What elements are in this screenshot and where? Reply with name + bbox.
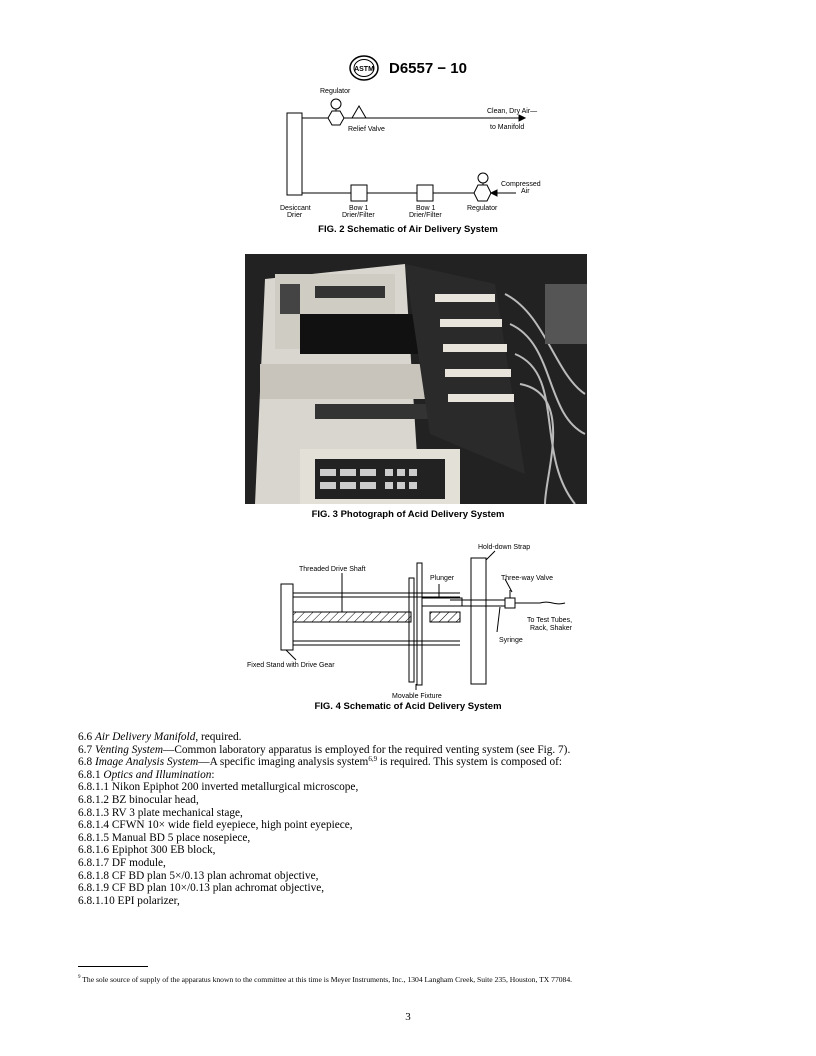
list-item: 6.8.1.6 Epiphot 300 EB block,: [78, 844, 216, 857]
fig2-diagram: [0, 80, 816, 225]
list-item: 6.8.1.3 RV 3 plate mechanical stage,: [78, 806, 243, 819]
fig4-rack-label: Rack, Shaker: [530, 625, 573, 632]
list-item: 6.8.1.2 BZ binocular head,: [78, 793, 199, 806]
section-6-8-1: [78, 769, 778, 782]
section-title: Optics and Illumination: [103, 768, 212, 781]
fig4-to-test-label: To Test Tubes,: [527, 617, 573, 624]
fig2-regulator-top-label: Regulator: [320, 88, 351, 95]
list-item: 6.8.1.8 CF BD plan 5×/0.13 plan achromat objective,: [78, 869, 319, 882]
section-text: —A specific imaging analysis system: [198, 756, 369, 769]
fig3-photograph: [245, 254, 587, 504]
fig2-bow1a-label: Bow 1: [349, 205, 369, 212]
fig2-relief-valve-label: Relief Valve: [348, 126, 385, 133]
list-item: 6.8.1.9 CF BD plan 10×/0.13 plan achromat objective,: [78, 882, 325, 895]
footnote-marker: 9: [78, 975, 81, 980]
section-6-8: [78, 756, 778, 769]
body-text: [78, 731, 778, 907]
fig4-three-way-label: Three-way Valve: [501, 575, 554, 582]
page-header: [0, 55, 816, 81]
fig2-bow1b-label: Bow 1: [416, 205, 436, 212]
svg-text:ASTM: ASTM: [354, 66, 374, 73]
fig2-drier-label: Drier: [287, 212, 303, 219]
section-number: 6.8: [78, 756, 93, 769]
fig2-to-manifold-label: to Manifold: [490, 124, 525, 131]
fig2-clean-air-label: Clean, Dry Air—: [487, 108, 538, 115]
list-item: 6.8.1.10 EPI polarizer,: [78, 894, 180, 907]
fig2-regulator-bottom-label: Regulator: [467, 205, 498, 212]
section-title: Air Delivery Manifold: [94, 731, 196, 743]
list-item: 6.8.1.7 DF module,: [78, 856, 166, 869]
fig4-drive-shaft-label: Threaded Drive Shaft: [299, 566, 366, 573]
fig4-plunger-label: Plunger: [430, 575, 455, 582]
section-text: :: [211, 768, 215, 781]
fig4-hold-down-label: Hold-down Strap: [478, 544, 531, 551]
section-text: —Common laboratory apparatus is employed for the required venting system (see Fig. 7).: [163, 743, 571, 756]
fig4-fixed-stand-label: Fixed Stand with Drive Gear: [247, 662, 335, 669]
list-item: 6.8.1.5 Manual BD 5 place nosepiece,: [78, 831, 251, 844]
fig2-filter-b-label: Drier/Filter: [409, 212, 442, 219]
footnote-ref: 6,9: [368, 755, 378, 764]
section-text: is required. This system is composed of:: [377, 756, 563, 769]
fig4-diagram: [0, 535, 816, 700]
footnote-text: The sole source of supply of the apparatus known to the committee at this time is Meyer Instruments, Inc., 1304 Langham Creek, Suite 235, Houston, TX 77084.: [80, 975, 573, 984]
page-number: 3: [405, 1011, 411, 1023]
footnote: [78, 975, 778, 984]
fig4-caption: FIG. 4 Schematic of Acid Delivery System: [314, 701, 502, 712]
section-title: Venting System: [94, 743, 164, 756]
fig2-desiccant-label: Desiccant: [280, 205, 311, 212]
fig3-caption: FIG. 3 Photograph of Acid Delivery System: [311, 509, 505, 520]
section-number: 6.8.1: [78, 768, 101, 781]
section-title: Image Analysis System: [94, 756, 199, 769]
list-item: 6.8.1.4 CFWN 10× wide field eyepiece, high point eyepiece,: [78, 819, 353, 832]
section-number: 6.6: [78, 731, 93, 743]
fig2-air-label: Air: [521, 188, 530, 195]
fig2-filter-a-label: Drier/Filter: [342, 212, 375, 219]
section-number: 6.7: [78, 743, 93, 756]
list-item: 6.8.1.1 Nikon Epiphot 200 inverted metallurgical microscope,: [78, 781, 359, 794]
fig4-syringe-label: Syringe: [499, 637, 523, 644]
section-6-7: [78, 744, 778, 757]
document-designation: D6557 − 10: [389, 59, 467, 77]
astm-logo-icon: [349, 55, 379, 81]
footnote-divider: [78, 966, 148, 967]
fig4-movable-label: Movable Fixture: [392, 693, 442, 700]
fig2-caption: FIG. 2 Schematic of Air Delivery System: [318, 224, 498, 235]
section-6-6: [78, 731, 778, 744]
section-text: , required.: [195, 731, 242, 743]
fig2-compressed-label: Compressed: [501, 181, 541, 188]
